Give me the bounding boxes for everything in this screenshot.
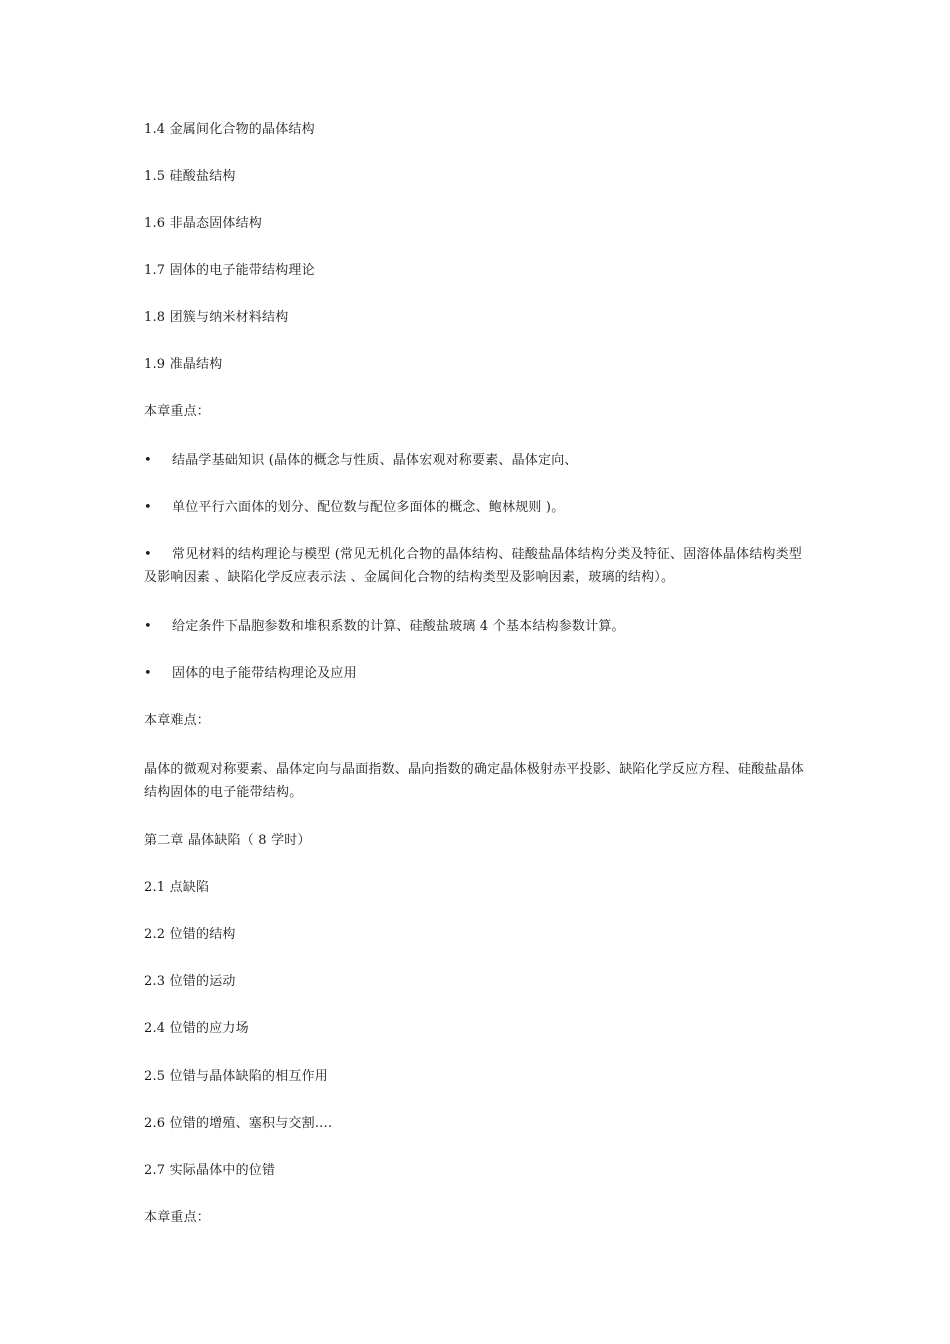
bullet-icon: • <box>144 619 152 634</box>
bullet-item <box>144 449 814 472</box>
chapter-1-difficulties-text: 晶体的微观对称要素、晶体定向与晶面指数、晶向指数的确定晶体极射赤平投影、缺陷化学反应方程、硅酸盐晶体结构固体的电子能带结构。 <box>144 762 805 800</box>
section-1-5: 1.5 硅酸盐结构 <box>144 169 236 184</box>
bullet-item <box>144 615 814 638</box>
section-2-4: 2.4 位错的应力场 <box>144 1021 249 1036</box>
bullet-item <box>144 543 814 589</box>
bullet-icon: • <box>144 666 152 681</box>
section-1-6: 1.6 非晶态固体结构 <box>144 216 263 231</box>
bullet-icon: • <box>144 500 152 515</box>
bullet-item <box>144 496 814 519</box>
chapter-1-key-points-heading: 本章重点： <box>144 404 211 419</box>
bullet-icon: • <box>144 547 152 562</box>
section-1-9: 1.9 准晶结构 <box>144 357 223 372</box>
chapter-2-title: 第二章 晶体缺陷（ 8 学时） <box>144 833 311 848</box>
bullet-text: 单位平行六面体的划分、配位数与配位多面体的概念、鲍林规则 )。 <box>172 500 565 515</box>
bullet-text: 给定条件下晶胞参数和堆积系数的计算、硅酸盐玻璃 4 个基本结构参数计算。 <box>172 619 625 634</box>
section-2-3: 2.3 位错的运动 <box>144 974 236 989</box>
chapter-1-difficulties-heading: 本章难点： <box>144 713 211 728</box>
section-2-1: 2.1 点缺陷 <box>144 880 210 895</box>
bullet-icon: • <box>144 453 152 468</box>
section-1-4: 1.4 金属间化合物的晶体结构 <box>144 122 315 137</box>
section-2-2: 2.2 位错的结构 <box>144 927 236 942</box>
section-2-6: 2.6 位错的增殖、塞积与交割…. <box>144 1116 333 1131</box>
bullet-text: 结晶学基础知识 (晶体的概念与性质、晶体宏观对称要素、晶体定向、 <box>172 453 578 468</box>
section-2-7: 2.7 实际晶体中的位错 <box>144 1163 276 1178</box>
chapter-2-key-points-heading: 本章重点： <box>144 1210 211 1225</box>
bullet-text: 常见材料的结构理论与模型 (常见无机化合物的晶体结构、硅酸盐晶体结构分类及特征、固溶体晶体结构类型及影响因素 、缺陷化学反应表示法 、金属间化合物的结构类型及影响因素，玻璃的结构）。 <box>144 547 803 585</box>
bullet-item <box>144 662 814 685</box>
bullet-text: 固体的电子能带结构理论及应用 <box>172 666 357 681</box>
section-1-7: 1.7 固体的电子能带结构理论 <box>144 263 315 278</box>
section-2-5: 2.5 位错与晶体缺陷的相互作用 <box>144 1069 329 1084</box>
section-1-8: 1.8 团簇与纳米材料结构 <box>144 310 289 325</box>
